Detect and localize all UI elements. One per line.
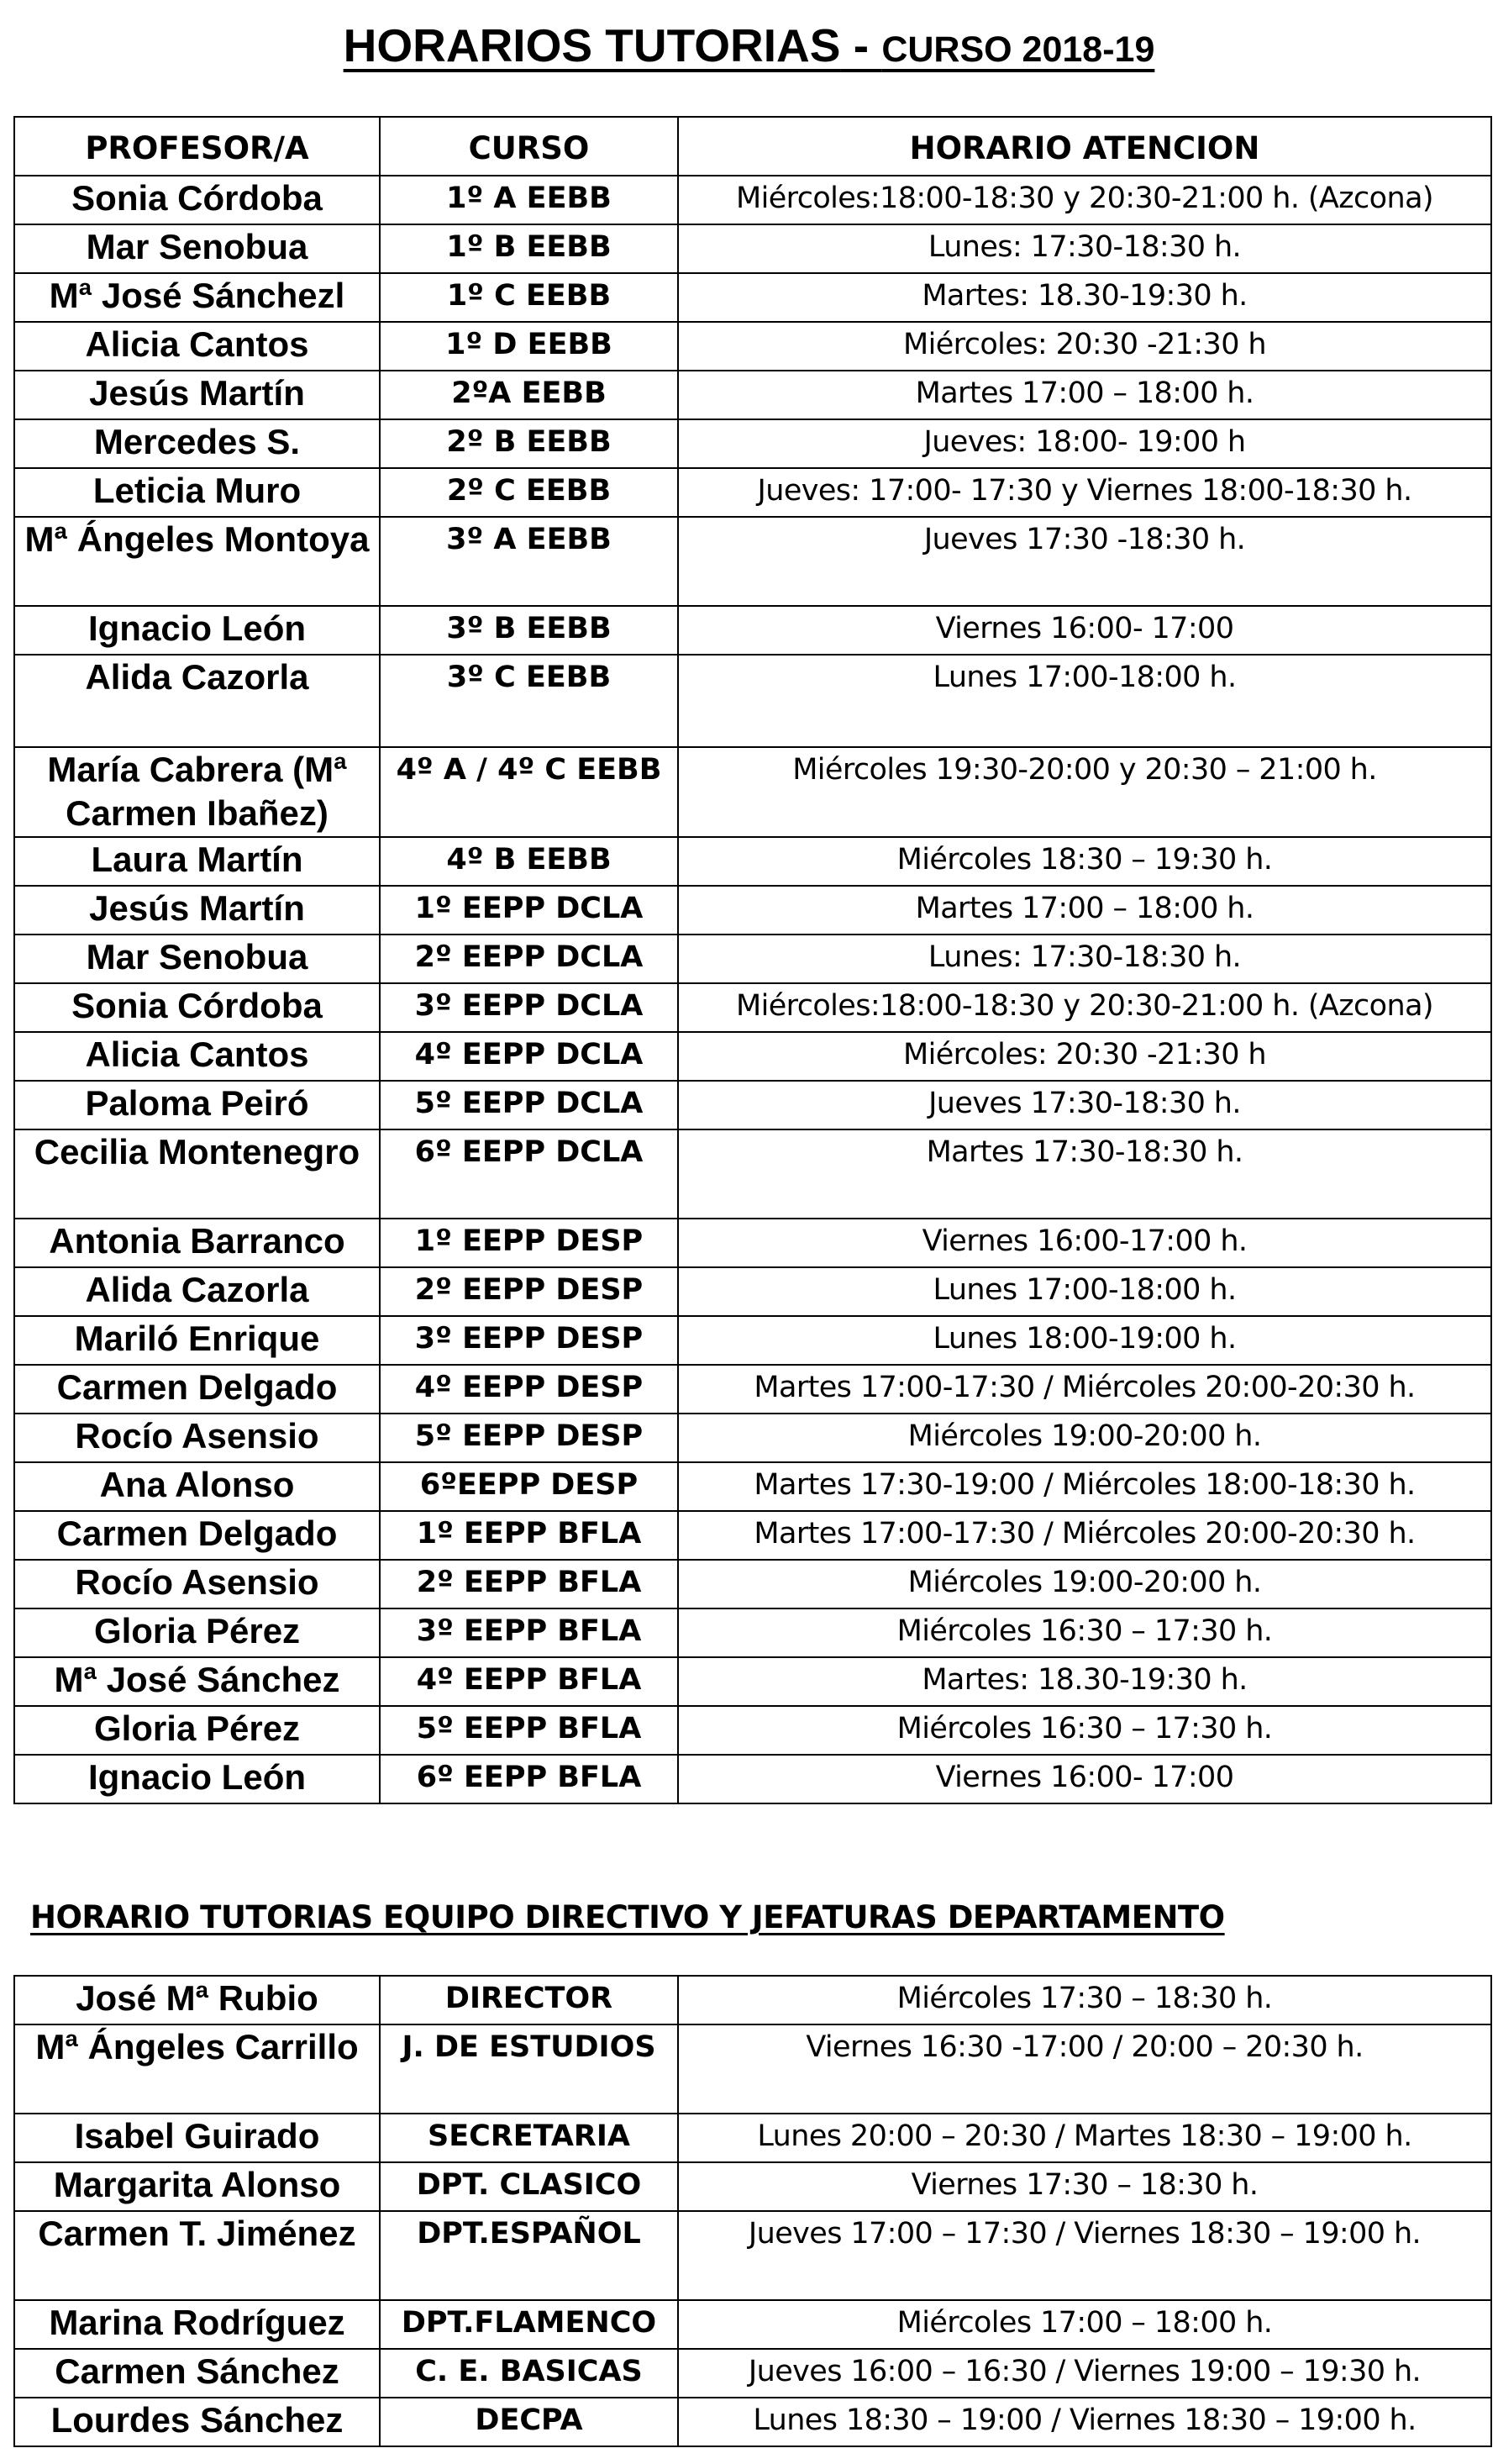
table-row [14, 224, 1491, 273]
cell-profesor: Leticia Muro [14, 468, 380, 517]
table-row [14, 1462, 1491, 1511]
cell-curso: 4º B EEBB [380, 837, 678, 886]
cell-curso: DPT. CLASICO [380, 2162, 678, 2211]
cell-profesor: Mar Senobua [14, 224, 380, 273]
cell-curso: 2ºA EEBB [380, 371, 678, 419]
table-row [14, 2349, 1491, 2398]
cell-curso: 3º B EEBB [380, 606, 678, 655]
cell-horario: Miércoles 19:00-20:00 h. [678, 1414, 1491, 1462]
cell-horario: Jueves: 18:00- 19:00 h [678, 419, 1491, 468]
table-row [14, 1032, 1491, 1081]
cell-curso: 2º EEPP BFLA [380, 1560, 678, 1608]
cell-curso: 5º EEPP BFLA [380, 1706, 678, 1755]
cell-horario: Jueves 17:30 -18:30 h. [678, 517, 1491, 606]
cell-horario: Martes 17:00 – 18:00 h. [678, 886, 1491, 935]
cell-profesor: Carmen Delgado [14, 1511, 380, 1560]
cell-curso: 4º EEPP BFLA [380, 1657, 678, 1706]
table-row [14, 322, 1491, 371]
cell-profesor: Ignacio León [14, 1755, 380, 1803]
cell-profesor: Paloma Peiró [14, 1081, 380, 1129]
cell-curso: C. E. BASICAS [380, 2349, 678, 2398]
cell-horario: Jueves 16:00 – 16:30 / Viernes 19:00 – 19:30 h. [678, 2349, 1491, 2398]
table-row [14, 1706, 1491, 1755]
cell-profesor: Mª José Sánchez [14, 1657, 380, 1706]
cell-curso: 6º EEPP BFLA [380, 1755, 678, 1803]
directivo-heading: HORARIO TUTORIAS EQUIPO DIRECTIVO Y JEFATURAS DEPARTAMENTO [30, 1899, 1225, 1935]
cell-curso: DIRECTOR [380, 1976, 678, 2024]
cell-curso: 1º EEPP DESP [380, 1219, 678, 1267]
cell-horario: Miércoles 16:30 – 17:30 h. [678, 1706, 1491, 1755]
cell-profesor: Mar Senobua [14, 935, 380, 983]
cell-curso: 2º EEPP DCLA [380, 935, 678, 983]
cell-profesor: Mercedes S. [14, 419, 380, 468]
cell-profesor: Rocío Asensio [14, 1560, 380, 1608]
table-row [14, 983, 1491, 1032]
cell-profesor: Marina Rodríguez [14, 2300, 380, 2349]
table-row [14, 747, 1491, 837]
column-header-profesor: PROFESOR/A [14, 117, 380, 176]
cell-curso: 6º EEPP DCLA [380, 1129, 678, 1219]
table-row [14, 1081, 1491, 1129]
table-row [14, 1976, 1491, 2024]
cell-profesor: Alida Cazorla [14, 655, 380, 747]
table-row [14, 1560, 1491, 1608]
table-row [14, 935, 1491, 983]
cell-horario: Lunes 17:00-18:00 h. [678, 1267, 1491, 1316]
table-row [14, 837, 1491, 886]
cell-profesor: Gloria Pérez [14, 1608, 380, 1657]
table-row [14, 1755, 1491, 1803]
cell-curso: J. DE ESTUDIOS [380, 2024, 678, 2114]
cell-profesor: José Mª Rubio [14, 1976, 380, 2024]
cell-profesor: Sonia Córdoba [14, 983, 380, 1032]
table-row [14, 176, 1491, 224]
table-row [14, 371, 1491, 419]
cell-curso: 4º EEPP DCLA [380, 1032, 678, 1081]
table-row [14, 517, 1491, 606]
cell-profesor: Carmen Delgado [14, 1365, 380, 1414]
cell-profesor: Cecilia Montenegro [14, 1129, 380, 1219]
table-row [14, 273, 1491, 322]
cell-horario: Miércoles 16:30 – 17:30 h. [678, 1608, 1491, 1657]
cell-profesor: Laura Martín [14, 837, 380, 886]
column-header-curso: CURSO [380, 117, 678, 176]
cell-horario: Miércoles 17:00 – 18:00 h. [678, 2300, 1491, 2349]
cell-curso: DPT.FLAMENCO [380, 2300, 678, 2349]
column-header-horario: HORARIO ATENCION [678, 117, 1491, 176]
title-separator: - [840, 19, 882, 71]
cell-horario: Lunes 20:00 – 20:30 / Martes 18:30 – 19:00 h. [678, 2114, 1491, 2162]
cell-curso: 1º A EEBB [380, 176, 678, 224]
cell-profesor: Mª Ángeles Montoya [14, 517, 380, 606]
cell-horario: Lunes: 17:30-18:30 h. [678, 935, 1491, 983]
cell-horario: Viernes 16:00-17:00 h. [678, 1219, 1491, 1267]
cell-profesor: Rocío Asensio [14, 1414, 380, 1462]
cell-profesor: Lourdes Sánchez [14, 2398, 380, 2446]
cell-curso: 1º C EEBB [380, 273, 678, 322]
table-row [14, 2211, 1491, 2300]
cell-profesor: María Cabrera (Mª Carmen Ibañez) [14, 747, 380, 837]
directivo-table [13, 1975, 1492, 2447]
cell-horario: Miércoles: 20:30 -21:30 h [678, 1032, 1491, 1081]
cell-profesor: Alicia Cantos [14, 1032, 380, 1081]
cell-horario: Lunes 17:00-18:00 h. [678, 655, 1491, 747]
cell-horario: Miércoles: 20:30 -21:30 h [678, 322, 1491, 371]
table-row [14, 1511, 1491, 1560]
table-row [14, 1316, 1491, 1365]
cell-curso: 5º EEPP DESP [380, 1414, 678, 1462]
cell-horario: Martes 17:00 – 18:00 h. [678, 371, 1491, 419]
cell-horario: Lunes 18:00-19:00 h. [678, 1316, 1491, 1365]
cell-profesor: Sonia Córdoba [14, 176, 380, 224]
cell-profesor: Alicia Cantos [14, 322, 380, 371]
cell-profesor: Mariló Enrique [14, 1316, 380, 1365]
cell-curso: 1º D EEBB [380, 322, 678, 371]
cell-horario: Viernes 16:30 -17:00 / 20:00 – 20:30 h. [678, 2024, 1491, 2114]
cell-curso: 2º C EEBB [380, 468, 678, 517]
cell-horario: Jueves 17:30-18:30 h. [678, 1081, 1491, 1129]
cell-curso: 3º EEPP DCLA [380, 983, 678, 1032]
table-row [14, 2398, 1491, 2446]
cell-curso: DECPA [380, 2398, 678, 2446]
table-row [14, 468, 1491, 517]
cell-horario: Martes 17:30-19:00 / Miércoles 18:00-18:30 h. [678, 1462, 1491, 1511]
cell-curso: 1º B EEBB [380, 224, 678, 273]
cell-profesor: Alida Cazorla [14, 1267, 380, 1316]
cell-profesor: Jesús Martín [14, 371, 380, 419]
cell-horario: Lunes 18:30 – 19:00 / Viernes 18:30 – 19:00 h. [678, 2398, 1491, 2446]
cell-horario: Viernes 17:30 – 18:30 h. [678, 2162, 1491, 2211]
cell-curso: 1º EEPP BFLA [380, 1511, 678, 1560]
table-row [14, 1219, 1491, 1267]
cell-profesor: Gloria Pérez [14, 1706, 380, 1755]
cell-profesor: Jesús Martín [14, 886, 380, 935]
table-header-row [14, 117, 1491, 176]
page-title [0, 12, 1498, 92]
cell-horario: Miércoles 19:30-20:00 y 20:30 – 21:00 h. [678, 747, 1491, 837]
cell-horario: Martes 17:00-17:30 / Miércoles 20:00-20:30 h. [678, 1365, 1491, 1414]
cell-horario: Lunes: 17:30-18:30 h. [678, 224, 1491, 273]
table-row [14, 1365, 1491, 1414]
cell-horario: Martes 17:30-18:30 h. [678, 1129, 1491, 1219]
table-row [14, 655, 1491, 747]
table-row [14, 2162, 1491, 2211]
title-course: CURSO 2018-19 [881, 29, 1155, 70]
cell-profesor: Mª José Sánchezl [14, 273, 380, 322]
title-main: HORARIOS TUTORIAS [343, 19, 841, 71]
cell-curso: 6ºEEPP DESP [380, 1462, 678, 1511]
cell-curso: 2º EEPP DESP [380, 1267, 678, 1316]
cell-profesor: Ana Alonso [14, 1462, 380, 1511]
table-row [14, 2024, 1491, 2114]
cell-horario: Miércoles 17:30 – 18:30 h. [678, 1976, 1491, 2024]
cell-profesor: Carmen T. Jiménez [14, 2211, 380, 2300]
cell-horario: Miércoles:18:00-18:30 y 20:30-21:00 h. (Azcona) [678, 983, 1491, 1032]
cell-curso: 4º A / 4º C EEBB [380, 747, 678, 837]
table-row [14, 2300, 1491, 2349]
cell-horario: Martes 17:00-17:30 / Miércoles 20:00-20:30 h. [678, 1511, 1491, 1560]
cell-profesor: Margarita Alonso [14, 2162, 380, 2211]
table-row [14, 606, 1491, 655]
cell-horario: Jueves: 17:00- 17:30 y Viernes 18:00-18:30 h. [678, 468, 1491, 517]
tutorias-table [13, 116, 1492, 1804]
cell-horario: Viernes 16:00- 17:00 [678, 606, 1491, 655]
table-row [14, 2114, 1491, 2162]
cell-horario: Miércoles:18:00-18:30 y 20:30-21:00 h. (Azcona) [678, 176, 1491, 224]
cell-curso: 3º EEPP BFLA [380, 1608, 678, 1657]
cell-curso: 5º EEPP DCLA [380, 1081, 678, 1129]
table-row [14, 419, 1491, 468]
table-row [14, 1608, 1491, 1657]
cell-horario: Miércoles 19:00-20:00 h. [678, 1560, 1491, 1608]
cell-profesor: Ignacio León [14, 606, 380, 655]
cell-curso: 3º C EEBB [380, 655, 678, 747]
table-row [14, 1414, 1491, 1462]
cell-horario: Miércoles 18:30 – 19:30 h. [678, 837, 1491, 886]
cell-profesor: Carmen Sánchez [14, 2349, 380, 2398]
cell-horario: Jueves 17:00 – 17:30 / Viernes 18:30 – 19:00 h. [678, 2211, 1491, 2300]
cell-curso: 1º EEPP DCLA [380, 886, 678, 935]
cell-curso: 3º A EEBB [380, 517, 678, 606]
cell-curso: 4º EEPP DESP [380, 1365, 678, 1414]
table-row [14, 1267, 1491, 1316]
cell-curso: SECRETARIA [380, 2114, 678, 2162]
cell-curso: 2º B EEBB [380, 419, 678, 468]
cell-horario: Martes: 18.30-19:30 h. [678, 273, 1491, 322]
cell-profesor: Mª Ángeles Carrillo [14, 2024, 380, 2114]
cell-curso: DPT.ESPAÑOL [380, 2211, 678, 2300]
table-row [14, 886, 1491, 935]
cell-horario: Viernes 16:00- 17:00 [678, 1755, 1491, 1803]
table-row [14, 1657, 1491, 1706]
cell-curso: 3º EEPP DESP [380, 1316, 678, 1365]
cell-profesor: Isabel Guirado [14, 2114, 380, 2162]
cell-profesor: Antonia Barranco [14, 1219, 380, 1267]
table-row [14, 1129, 1491, 1219]
cell-horario: Martes: 18.30-19:30 h. [678, 1657, 1491, 1706]
